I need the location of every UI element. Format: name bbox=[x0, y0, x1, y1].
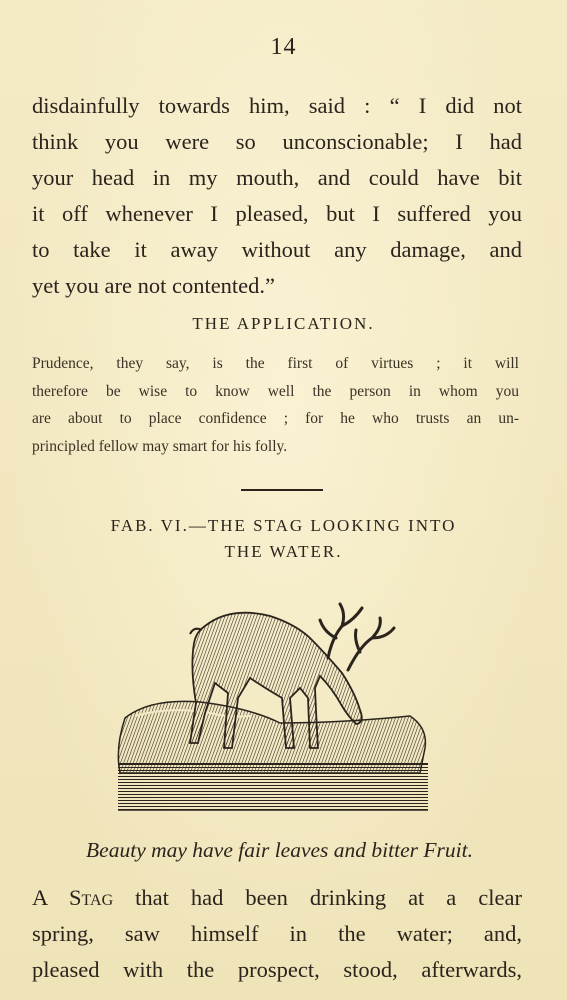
drop-initial: A bbox=[32, 885, 48, 910]
fable-continuation-paragraph bbox=[32, 88, 522, 304]
text-line: disdainfully towards him, said : “ I did not bbox=[32, 93, 522, 118]
smallcaps-word: Stag bbox=[69, 885, 114, 910]
fable-title bbox=[0, 513, 567, 565]
text-line: think you were so unconscionable; I had bbox=[32, 129, 522, 154]
moral-line: principled fellow may smart for his folly. bbox=[32, 437, 288, 455]
fable-moral-tagline: Beauty may have fair leaves and bitter Fruit. bbox=[86, 838, 473, 862]
fable-title-line: THE WATER. bbox=[224, 542, 343, 561]
moral-line: Prudence, they say, is the first of virtues ; it will bbox=[32, 355, 519, 372]
fable-opening-paragraph bbox=[32, 880, 522, 988]
moral-line: therefore be wise to know well the person in whom you bbox=[32, 382, 519, 400]
stag-drinking-woodcut-icon bbox=[110, 598, 435, 818]
text-line: to take it away without any damage, and bbox=[32, 237, 522, 262]
page-number: 14 bbox=[270, 34, 297, 60]
text-line: your head in my mouth, and could have bit bbox=[32, 165, 522, 190]
application-heading: THE APPLICATION. bbox=[192, 314, 375, 333]
application-paragraph bbox=[32, 350, 519, 460]
text-line bbox=[32, 880, 522, 916]
section-divider bbox=[241, 489, 323, 491]
text-line: pleased with the prospect, stood, afterwards, bbox=[32, 957, 522, 982]
text-line: yet you are not contented.” bbox=[32, 273, 276, 298]
fable-title-line: FAB. VI.—THE STAG LOOKING INTO bbox=[110, 516, 457, 535]
text-fragment: that had been drinking at a clear bbox=[113, 885, 522, 910]
text-line: it off whenever I pleased, but I suffered you bbox=[32, 201, 522, 226]
moral-line: are about to place confidence ; for he who trusts an un- bbox=[32, 410, 519, 427]
text-line: spring, saw himself in the water; and, bbox=[32, 921, 522, 946]
